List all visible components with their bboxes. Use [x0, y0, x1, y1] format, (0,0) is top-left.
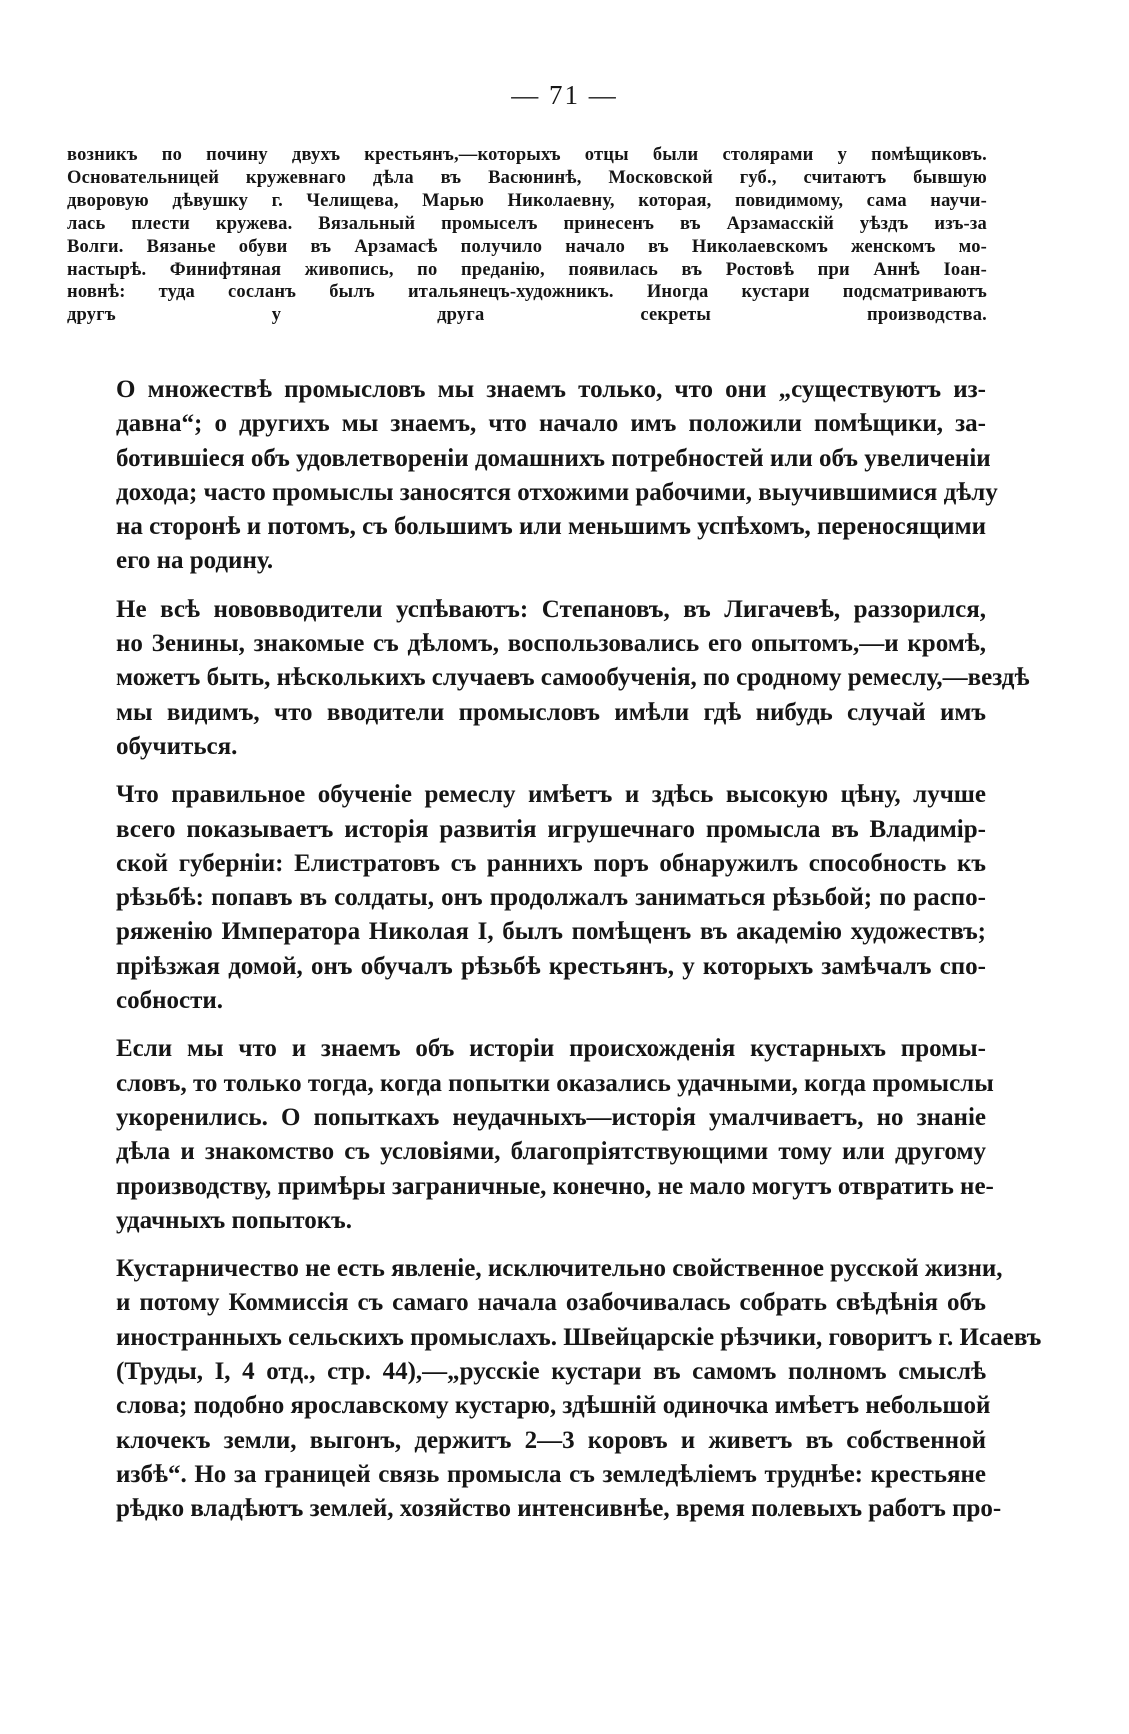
text-line: Если мы что и знаемъ объ исторіи происхожденія кустарныхъ промы-	[116, 1035, 986, 1063]
text-line: словъ, то только тогда, когда попытки оказались удачными, когда промыслы	[116, 1069, 994, 1097]
text-line: укоренились. О попыткахъ неудачныхъ—исторія умалчиваетъ, но знаніе	[116, 1103, 986, 1131]
text-line: избѣ“. Но за границей связь промысла съ земледѣліемъ труднѣе: крестьяне	[116, 1460, 986, 1488]
text-line: Что правильное обученіе ремеслу имѣетъ и здѣсь высокую цѣну, лучше	[116, 781, 986, 809]
text-line: ботившіеся объ удовлетвореніи домашнихъ потребностей или объ увеличеніи	[116, 444, 991, 472]
text-line: иностранныхъ сельскихъ промыслахъ. Швейцарскіе рѣзчики, говоритъ г. Исаевъ	[116, 1323, 1042, 1351]
text-line: дворовую дѣвушку г. Челищева, Марью Николаевну, которая, повидимому, сама научи-	[67, 190, 987, 211]
text-line: производству, примѣры заграничные, конечно, не мало могутъ отвратить не-	[116, 1172, 994, 1200]
paragraph-3	[68, 778, 986, 1018]
paragraph-1	[68, 373, 998, 579]
text-line: пріѣзжая домой, онъ обучалъ рѣзьбѣ крестьянъ, у которыхъ замѣчалъ спо-	[116, 952, 986, 980]
paragraph-4	[68, 1032, 994, 1238]
text-line: Основательницей кружевнаго дѣла въ Васюнинѣ, Московской губ., считаютъ бывшую	[67, 167, 987, 188]
text-line: давна“; о другихъ мы знаемъ, что начало имъ положили помѣщики, за-	[116, 410, 986, 438]
text-line: обучиться.	[116, 732, 238, 760]
text-line: дѣла и знакомство съ условіями, благопріятствующими тому или другому	[116, 1138, 986, 1166]
text-line: но Зенины, знакомые съ дѣломъ, воспользовались его опытомъ,—и кромѣ,	[116, 630, 986, 658]
text-line: О множествѣ промысловъ мы знаемъ только, что они „существуютъ из-	[116, 376, 986, 403]
main-text	[68, 373, 1042, 1541]
text-line: Не всѣ нововводители успѣваютъ: Степановъ, въ Лигачевѣ, раззорился,	[116, 595, 986, 623]
text-line: и потому Коммиссія съ самаго начала озабочивалась собрать свѣдѣнія объ	[116, 1289, 986, 1317]
text-line: возникъ по почину двухъ крестьянъ,—которыхъ отцы были столярами у помѣщиковъ.	[67, 145, 987, 165]
text-line: новнѣ: туда сосланъ былъ итальянецъ-художникъ. Иногда кустари подсматриваютъ	[67, 282, 987, 303]
text-line: рѣдко владѣютъ землей, хозяйство интенсивнѣе, время полевыхъ работъ про-	[116, 1495, 1002, 1523]
text-line: настырѣ. Финифтяная живопись, по преданію, появилась въ Ростовѣ при Аннѣ Іоан-	[67, 259, 987, 280]
text-line: Кустарничество не есть явленіе, исключительно свойственное русской жизни,	[116, 1255, 1003, 1283]
paragraph-2	[68, 593, 1030, 764]
text-line: слова; подобно ярославскому кустарю, здѣшній одиночка имѣетъ небольшой	[116, 1392, 991, 1420]
page-number: — 71 —	[511, 80, 618, 110]
text-line: рѣзьбѣ: попавъ въ солдаты, онъ продолжалъ заниматься рѣзьбой; по распо-	[116, 884, 986, 912]
text-line: клочекъ земли, выгонъ, держитъ 2—3 коровъ и живетъ въ собственной	[116, 1426, 986, 1454]
text-line: Волги. Вязанье обуви въ Арзамасѣ получило начало въ Николаевскомъ женскомъ мо-	[67, 236, 987, 257]
text-line: лась плести кружева. Вязальный промыселъ принесенъ въ Арзамасскій уѣздъ изъ-за	[67, 213, 987, 234]
paragraph-5	[68, 1252, 1042, 1526]
text-line: ской губерніи: Елистратовъ съ раннихъ поръ обнаружилъ способность къ	[116, 849, 986, 877]
small-print-paragraph	[67, 144, 987, 327]
text-line: ряженію Императора Николая I, былъ помѣщенъ въ академію художествъ;	[116, 918, 986, 946]
text-line: всего показываетъ исторія развитія игрушечнаго промысла въ Владимір-	[116, 815, 986, 843]
text-line: другъ у друга секреты производства.	[67, 305, 987, 326]
text-line: дохода; часто промыслы заносятся отхожими рабочими, выучившимися дѣлу	[116, 478, 998, 506]
text-line: на сторонѣ и потомъ, съ большимъ или меньшимъ успѣхомъ, переносящими	[116, 513, 987, 541]
text-line: мы видимъ, что вводители промысловъ имѣли гдѣ нибудь случай имъ	[116, 698, 986, 726]
text-line: собности.	[116, 987, 224, 1015]
text-line: можетъ быть, нѣсколькихъ случаевъ самообученія, по сродному ремеслу,—вездѣ	[116, 664, 1030, 692]
text-line: удачныхъ попытокъ.	[116, 1206, 352, 1234]
text-line: его на родину.	[116, 547, 274, 575]
text-line: (Труды, I, 4 отд., стр. 44),—„русскіе кустари въ самомъ полномъ смыслѣ	[116, 1358, 986, 1386]
